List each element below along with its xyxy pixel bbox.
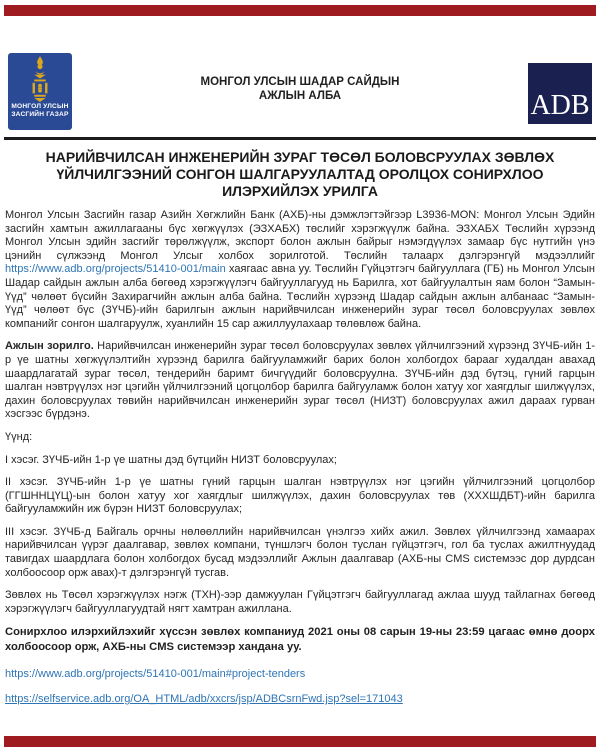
work-objective-text: Нарийвчилсан инженерийн зураг төсөл боловсруулах зөвлөх үйлчилгээний хүрээнд ЗҮЧБ-ийн 1-р үе шатны хөгжүүлэлтийн хүрээнд барилга байгууламжийг барих болон холбогдох барааг худалдан авахад шаардлагатай зураг төсөл, тендерийн баримт бичгүүдийг боловсруулна. ЗҮЧБ-ийн дэд бүтэц, гүний гарцын шалган нэвтрүүлэх нэг цэгийн үйлчилгээний цогцолбор барилга байгууламж болон хатуу хог хаягдлыг шилжүүлэх, дахин боловсруулах төвийн нарийвчилсан инженерийн зураг төсөл (НИЗТ) боловсруулах ажил дараах гурван хэсгээс бүрдэнэ. (5, 340, 595, 421)
header-divider (4, 137, 596, 140)
project-background-text-before-link: Монгол Улсын Засгийн газар Азийн Хөгжлийн Банк (АХБ)-ны дэмжлэгтэйгээр L3936-MON: Монгол Улсын Эдийн засгийн хамтын ажиллагааны бүс хөгжүүлэх (ЭЗХАБХ) төслийг хэрэгжүүлж байна. ЭЗХАБХ Төслийн хүрээнд Монгол Улсын эдийн засгийг төрөлжүүлж, экспорт болон ажлын байрыг нэмэгдүүлэх замаар бүс нутгийн үнэ цэнийн сүлжээнд Монгол Улсыг холбох зорилготой. Төслийн талаарх дэлгэрэнгүй мэдээллийг (5, 209, 595, 262)
part-2-item: II хэсэг. ЗҮЧБ-ийн 1-р үе шатны гүний гарцын шалган нэвтрүүлэх нэг цэгийн үйлчилгээний цогцолбор (ГГШННЦҮЦ)-ын болон хатуу хог хаягдлыг шилжүүлэх, дахин боловсруулах төв (ХХХШДБТ)-ийн барилга байгууламжийн иж бүрэн НИЗТ боловсруулах; (5, 476, 595, 516)
deadline-note: Сонирхлоо илэрхийлэхийг хүссэн зөвлөх компаниуд 2021 оны 08 сарын 19-ны 23:59 цагаас өмнө доорх холбоосоор орж, АХБ-ны CMS системээр хандана уу. (5, 626, 595, 654)
office-name-line1: МОНГОЛ УЛСЫН ШАДАР САЙДЫН (200, 76, 400, 88)
work-objective-lead: Ажлын зорилго. (5, 340, 94, 353)
bottom-accent-bar (4, 736, 596, 747)
part-3-item: III хэсэг. ЗҮЧБ-д Байгаль орчны нөлөөллийн нарийвчилсан үнэлгээ хийх ажил. Зөвлөх үйлчилгээнд хамаарах нарийвчилсан үүрэг даалгавар, зөвлөх компани, түншлэгч болон туслан гүйцэтгэгч, гол ба туслах ажилтнуудад тавигдах шаардлага болон холбогдох бусад мэдээллийг Ажлын даалгавар (АХБ-ны CMS системээс дор дурдсан холбоосоор орж авах)-т дэлгэрэнгүй тусгав. (5, 525, 595, 579)
adb-logo-label: ADB (530, 90, 590, 121)
government-logo-caption-line1: МОНГОЛ УЛСЫН (11, 103, 69, 110)
adb-logo (528, 63, 592, 124)
soyombo-icon (27, 56, 53, 102)
part-1-item: I хэсэг. ЗҮЧБ-ийн 1-р үе шатны дэд бүтцийн НИЗТ боловсруулах; (5, 453, 337, 466)
government-logo-caption-line2: ЗАСГИЙН ГАЗАР (11, 111, 69, 118)
mongolia-government-logo (8, 53, 72, 130)
top-accent-bar (4, 5, 596, 16)
project-info-link[interactable]: https://www.adb.org/projects/51410-001/main (5, 263, 226, 276)
document-body (5, 149, 595, 718)
project-background-text-after-link: хаягаас авна уу. Төслийн Гүйцэтгэгч байгууллага (ГБ) нь Монгол Улсын Шадар сайдын ажлын алба бөгөөд хэрэгжүүлэгч байгууллагууд нь Барилга, хот байгуулалтын яам болон “Замын-Үүд” чөлөөт бүсийн Захирагчийн ажлын алба байна. Төслийн хүрээнд Шадар сайдын ажлын албанаас “Замын-Үүд” чөлөөт бүс (ЗҮЧБ)-ийн барилгын ажлын нарийвчилсан инженерийн зураг төсөл боловсруулах зөвлөх компанийг сонгон шалгаруулж, хуанлийн 15 сар ажиллуулахаар төлөвлөж байна. (5, 263, 595, 330)
letterhead (8, 53, 592, 130)
office-name (72, 53, 528, 103)
cms-registration-link[interactable]: https://selfservice.adb.org/OA_HTML/adb/xxcrs/jsp/ADBCsrnFwd.jsp?sel=171043 (5, 693, 403, 706)
paragraph-work-objective (5, 340, 595, 422)
list-intro: Үүнд: (5, 430, 33, 443)
office-name-line2: АЖЛЫН АЛБА (258, 90, 342, 102)
project-tenders-link-row (5, 668, 595, 682)
paragraph-project-background (5, 209, 595, 331)
government-logo-caption (11, 103, 68, 119)
page-title: НАРИЙВЧИЛСАН ИНЖЕНЕРИЙН ЗУРАГ ТӨСӨЛ БОЛОВСРУУЛАХ ЗӨВЛӨХ ҮЙЛЧИЛГЭЭНИЙ СОНГОН ШАЛГАРУУЛАЛТАД ОРОЛЦОХ СОНИРХЛОО ИЛЭРХИЙЛЭХ УРИЛГА (45, 149, 555, 199)
cms-registration-link-row (5, 693, 595, 707)
project-tenders-link[interactable]: https://www.adb.org/projects/51410-001/main#project-tenders (5, 668, 306, 681)
paragraph-reporting: Зөвлөх нь Төсөл хэрэгжүүлэх нэгж (ТХН)-ээр дамжуулан Гүйцэтгэгч байгууллагад ажлаа шууд тайлагнах бөгөөд хэрэгжүүлэгч байгууллагуудтай нягт хамтран ажиллана. (5, 589, 595, 615)
